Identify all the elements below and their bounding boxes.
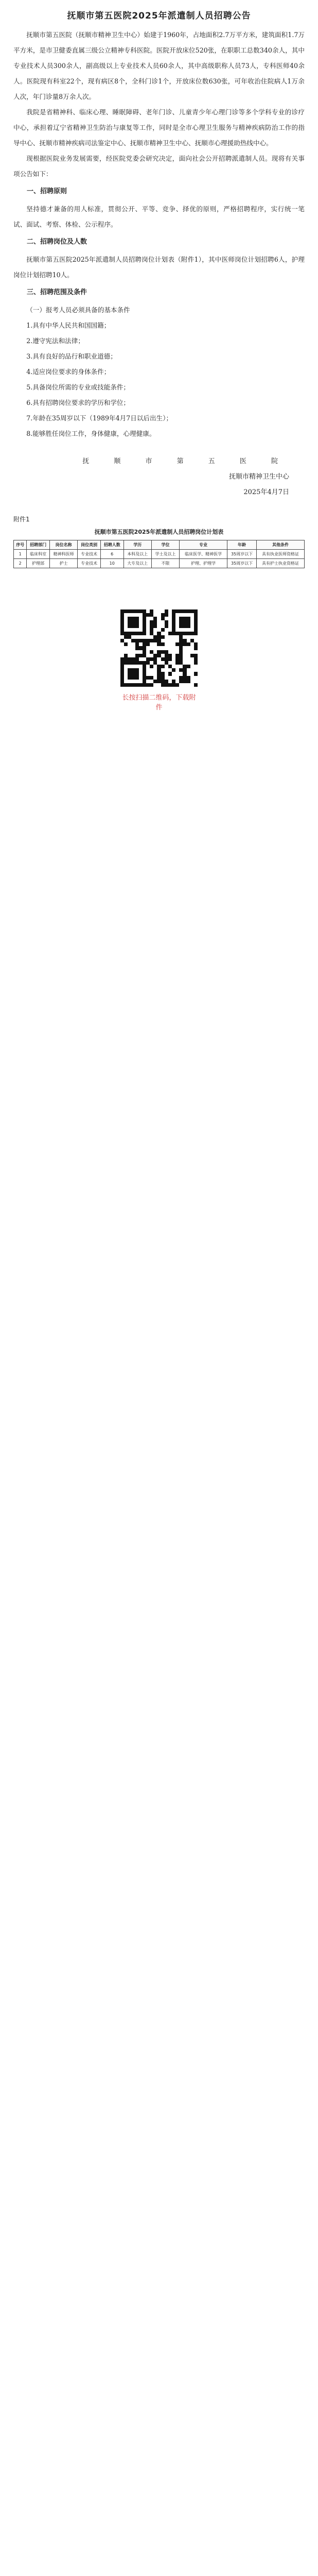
table-cell: 具有护士执业资格证 (257, 559, 305, 568)
signature-date: 2025年4月7日 (243, 488, 289, 496)
intro-paragraph-2: 我院是省精神科、临床心理、睡眠障碍、老年门诊、儿童青少年心理门诊等多个学科专业的诊疗中心，承担着辽宁省精神卫生防治与康复等工作，同时是全市心理卫生服务与精神疾病防治工作的指导中心、抚顺市精神疾病司法鉴定中心、抚顺市精神卫生中心、抚顺市心理援助热线中心。 (13, 108, 305, 147)
table-header-cell: 招聘部门 (27, 540, 50, 550)
table-header-cell: 年龄 (227, 540, 257, 550)
table-header-cell: 岗位名称 (49, 540, 77, 550)
table-cell: 35周岁以下 (227, 559, 257, 568)
attachment-label: 附件1 (13, 516, 30, 523)
table-cell: 35周岁以下 (227, 550, 257, 559)
section-paragraph: 8.能够胜任岗位工作，身体健康，心理健康。 (26, 430, 156, 437)
section-heading: 二、招聘岗位及人数 (27, 238, 87, 246)
table-cell: 护士 (49, 559, 77, 568)
table-cell: 大专及以上 (123, 559, 151, 568)
jobs-table-header-row (14, 540, 305, 550)
section-paragraph: 6.具有招聘岗位要求的学历和学位； (26, 399, 130, 406)
signature-org-2: 抚顺市精神卫生中心 (228, 473, 289, 481)
jobs-table-body (14, 550, 305, 568)
section-paragraph: 2.遵守宪法和法律； (26, 337, 84, 345)
section-paragraph: 1.具有中华人民共和国国籍； (26, 321, 111, 329)
qr-block (120, 609, 198, 711)
attachment-title: 抚顺市第五医院2025年派遣制人员招聘岗位计划表 (94, 529, 224, 535)
table-cell: 临床医学、精神医学 (180, 550, 227, 559)
table-cell: 专业技术 (78, 550, 101, 559)
table-cell: 精神科医师 (49, 550, 77, 559)
intro-paragraph-1: 抚顺市第五医院（抚顺市精神卫生中心）始建于1960年，占地面积2.7万平方米，建筑面积1.7万平方米，是市卫健委直属三级公立精神专科医院。医院开放床位520张，在职职工总数340余人，其中专业技术人员300余人，副高级以上专业技术人员60余人，其中高级职称人员73人，专科医师40余人。医院现有科室22个，现有病区8个，全科门诊1个，开放床位数630张，可年收治住院病人1万余人次，年门诊量8万余人次。 (13, 31, 305, 100)
section-paragraph: 7.年龄在35周岁以下（1989年4月7日以后出生）； (26, 414, 173, 422)
table-cell: 护理部 (27, 559, 50, 568)
table-header-cell: 专业 (180, 540, 227, 550)
table-header-cell: 学历 (123, 540, 151, 550)
intro (13, 27, 305, 182)
qr-code-image[interactable] (120, 609, 198, 687)
table-row (14, 550, 305, 559)
table-cell: 临床科室 (27, 550, 50, 559)
table-header-cell: 招聘人数 (100, 540, 123, 550)
table-cell: 护理、护理学 (180, 559, 227, 568)
table-cell: 专业技术 (78, 559, 101, 568)
section-paragraph: 抚顺市第五医院2025年派遣制人员招聘岗位计划表（附件1），其中医师岗位计划招聘6人，护理岗位计划招聘10人。 (13, 256, 305, 279)
table-cell: 学士及以上 (151, 550, 179, 559)
signature-org: 抚 顺 市 第 五 医 院 (82, 457, 289, 465)
table-cell: 不限 (151, 559, 179, 568)
table-header-cell: 序号 (14, 540, 27, 550)
table-row (14, 559, 305, 568)
table-header-cell: 岗位类别 (78, 540, 101, 550)
table-cell: 6 (100, 550, 123, 559)
table-cell: 具有执业医师资格证 (257, 550, 305, 559)
table-cell: 本科及以上 (123, 550, 151, 559)
table-header-cell: 学位 (151, 540, 179, 550)
table-header-cell: 其他条件 (257, 540, 305, 550)
sections (13, 184, 305, 442)
section-paragraph: 3.具有良好的品行和职业道德； (26, 352, 117, 360)
section-heading: 三、招聘范围及条件 (27, 289, 87, 296)
section-paragraph: 4.适应岗位要求的身体条件； (26, 368, 111, 376)
section-paragraph: 5.具备岗位所需的专业或技能条件； (26, 383, 130, 391)
qr-download-caption[interactable]: 长按扫描二维码，下载附件 (122, 694, 196, 711)
jobs-table (13, 540, 305, 568)
table-cell: 1 (14, 550, 27, 559)
signature-block (13, 454, 289, 500)
intro-paragraph-3: 现根据医院业务发展需要，经医院党委会研究决定，面向社会公开招聘派遣制人员。现将有关事项公告如下： (13, 155, 305, 178)
table-cell: 10 (100, 559, 123, 568)
section-heading: 一、招聘原则 (27, 188, 67, 195)
document-title: 抚顺市第五医院2025年派遣制人员招聘公告 (67, 11, 251, 21)
section-paragraph: （一）报考人员必须具备的基本条件 (26, 306, 130, 314)
table-cell: 2 (14, 559, 27, 568)
section-paragraph: 坚持德才兼备的用人标准，贯彻公开、平等、竞争、择优的原则，严格招聘程序，实行统一笔试、面试、考察、体检、公示程序。 (13, 205, 305, 228)
